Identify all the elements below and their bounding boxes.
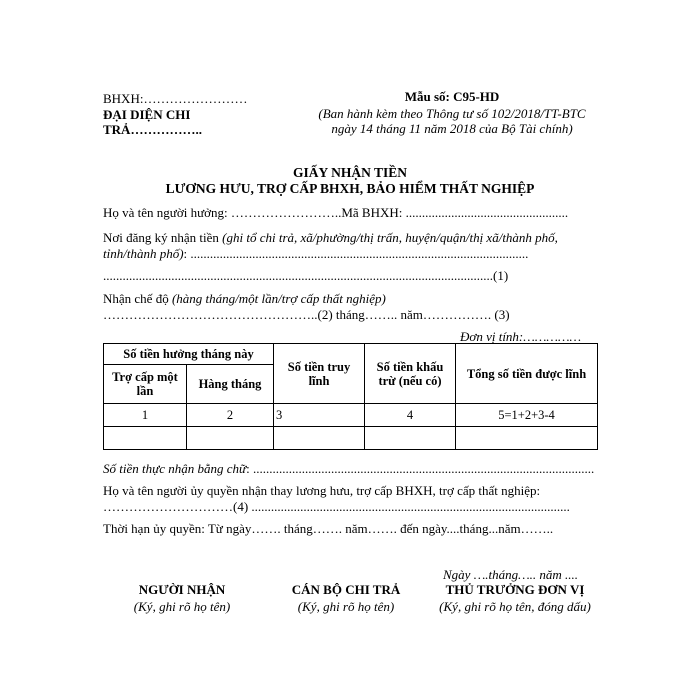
document-title: GIẤY NHẬN TIỀN (292, 165, 408, 180)
benefit-type-line2: …………………………………………..(2) tháng…….. năm……………. (3) (103, 307, 510, 322)
issuance-note-line2: ngày 14 tháng 11 năm 2018 của Bộ Tài chính) (331, 121, 573, 136)
issuance-note-line1: (Ban hành kèm theo Thông tư số 102/2018/TT-BTC (318, 106, 586, 121)
empty-cell (456, 427, 598, 450)
table-row (104, 427, 598, 450)
amount-in-words-field (103, 461, 594, 477)
signature-date-line: Ngày ….tháng….. năm .... (443, 567, 579, 582)
receiver-signature-note: (Ký, ghi rõ họ tên) (133, 599, 231, 614)
proxy-name-line1: Họ và tên người ủy quyền nhận thay lương hưu, trợ cấp BHXH, trợ cấp thất nghiệp: (103, 483, 541, 498)
registration-place-line1 (103, 230, 558, 246)
document-subtitle: LƯƠNG HƯU, TRỢ CẤP BHXH, BẢO HIỂM THẤT NGHIỆP (165, 181, 535, 196)
proxy-name-line2: …………………………(4) .................................................................................................. (103, 499, 570, 514)
header-mot-lan: Trợ cấp một lần (104, 365, 187, 404)
dai-dien-chi-tra-line2: TRẢ…………….. (103, 122, 202, 137)
index-cell-4: 4 (365, 404, 456, 427)
header-truy-linh: Số tiền truy lĩnh (274, 344, 365, 404)
head-signature-title: THỦ TRƯỞNG ĐƠN VỊ (445, 582, 585, 597)
group-header-cell: Số tiền hưởng tháng này (104, 344, 274, 365)
form-number: Mẫu số: C95-HD (404, 89, 500, 104)
empty-cell (187, 427, 274, 450)
index-cell-2: 2 (187, 404, 274, 427)
empty-cell (104, 427, 187, 450)
registration-place-hint: (ghi tổ chi trả, xã/phường/thị trấn, huyện/quận/thị xã/thành phố, (222, 230, 558, 245)
benefit-type-line1 (103, 291, 386, 307)
proxy-period-field: Thời hạn ủy quyền: Từ ngày……. tháng……. năm……. đến ngày....tháng...năm…….. (103, 521, 554, 536)
payer-signature-title: CÁN BỘ CHI TRẢ (291, 582, 401, 597)
table-row (104, 404, 598, 427)
unit-label: Đơn vị tính:…………… (460, 329, 582, 344)
payer-signature-note: (Ký, ghi rõ họ tên) (297, 599, 395, 614)
amount-in-words-label: Số tiền thực nhận bằng chữ (103, 461, 247, 476)
recipient-name-field: Họ và tên người hưởng: ……………………..Mã BHXH: .................................................. (103, 205, 569, 220)
header-hang-thang: Hàng tháng (187, 365, 274, 404)
registration-place-dots: : ........................................................................................................ (183, 246, 529, 261)
registration-place-label: Nơi đăng ký nhận tiền (103, 230, 223, 245)
receiver-signature-title: NGƯỜI NHẬN (138, 582, 226, 597)
benefit-type-label: Nhận chế độ (103, 291, 172, 306)
registration-place-line2 (103, 246, 528, 262)
dai-dien-chi-tra-line1: ĐẠI DIỆN CHI (103, 107, 191, 122)
header-khau-tru: Số tiền khấu trừ (nếu có) (365, 344, 456, 404)
registration-place-hint2: tỉnh/thành phố) (103, 246, 184, 261)
benefit-type-hint: (hàng tháng/một lần/trợ cấp thất nghiệp) (171, 291, 386, 306)
index-cell-5: 5=1+2+3-4 (456, 404, 598, 427)
amount-in-words-dots: : ......................................................................................................... (246, 461, 595, 476)
empty-cell (365, 427, 456, 450)
header-tong: Tổng số tiền được lĩnh (456, 344, 598, 404)
bhxh-agency-line: BHXH:…………………… (103, 91, 248, 106)
payment-table (103, 343, 598, 450)
index-cell-3: 3 (274, 404, 365, 427)
empty-cell (274, 427, 365, 450)
head-signature-note: (Ký, ghi rõ họ tên, đóng dấu) (439, 599, 591, 614)
registration-place-line3: ........................................................................................................................(1) (103, 268, 509, 283)
index-cell-1: 1 (104, 404, 187, 427)
table-header-row (104, 344, 598, 365)
